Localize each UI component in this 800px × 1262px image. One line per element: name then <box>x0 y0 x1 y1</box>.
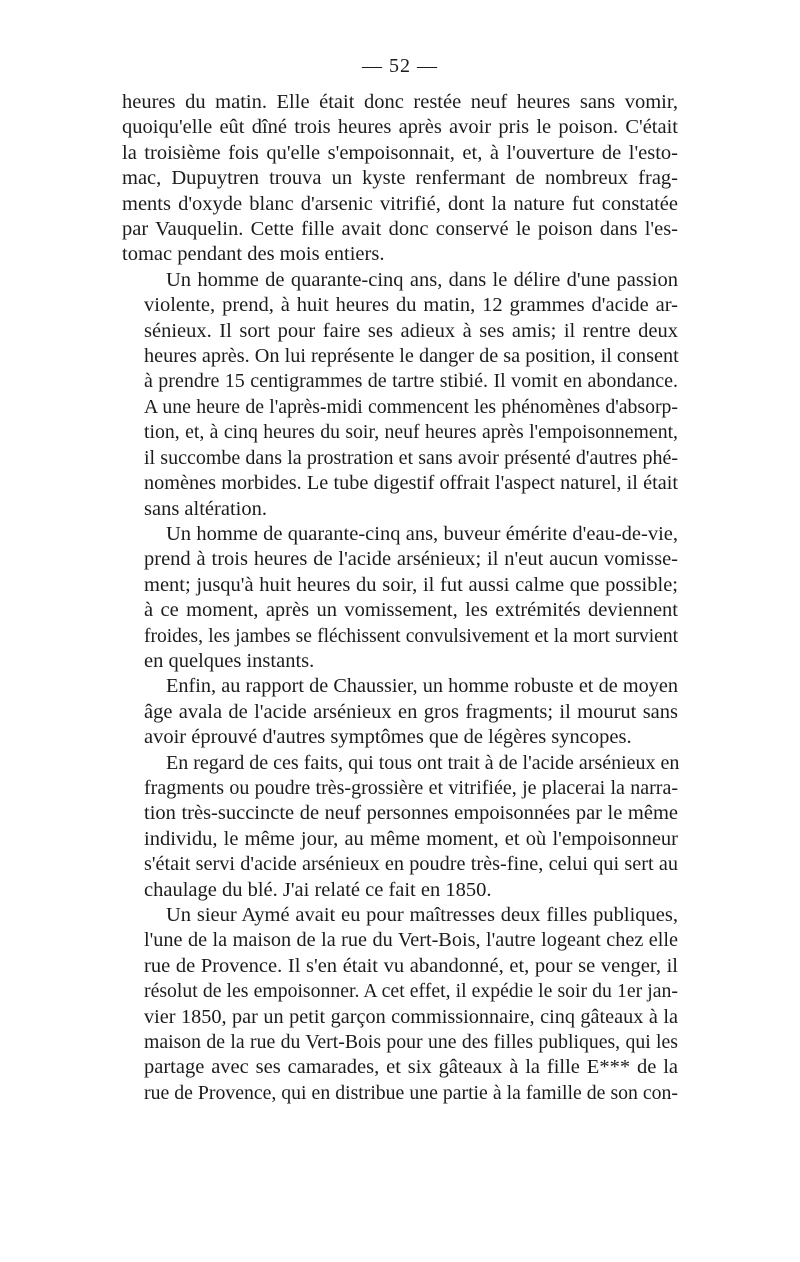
text-line: sans altération. <box>144 497 267 520</box>
text-line: la troisième fois qu'elle s'empoisonnait, et, à l'ouverture de l'esto- <box>122 141 678 164</box>
text-line: âge avala de l'acide arsénieux en gros fragments; il mourut sans <box>144 700 678 723</box>
page-number: — 52 — <box>362 55 438 77</box>
text-line: rue de Provence, qui en distribue une partie à la famille de son con- <box>144 1081 678 1104</box>
text-line: tion, et, à cinq heures du soir, neuf heures après l'empoisonnement, <box>144 421 678 444</box>
text-line: mac, Dupuytren trouva un kyste renfermant de nombreux frag- <box>122 167 678 190</box>
paragraph-p5 <box>122 903 678 1106</box>
book-page <box>122 54 678 1106</box>
text-line: Un homme de quarante-cinq ans, buveur émérite d'eau-de-vie, <box>166 522 678 545</box>
text-line: nomènes morbides. Le tube digestif offrait l'aspect naturel, il était <box>144 472 678 495</box>
text-line: froides, les jambes se fléchissent convulsivement et la mort survient <box>144 625 678 647</box>
text-line: l'une de la maison de la rue du Vert-Bois, l'autre logeant chez elle <box>144 929 678 952</box>
text-line: ments d'oxyde blanc d'arsenic vitrifié, dont la nature fut constatée <box>122 192 678 215</box>
text-line: à ce moment, après un vomissement, les extrémités deviennent <box>144 599 678 622</box>
text-line: tion très-succincte de neuf personnes empoisonnées par le même <box>144 802 678 825</box>
text-line: individu, le même jour, au même moment, et où l'empoisonneur <box>144 827 678 850</box>
text-line: fragments ou poudre très-grossière et vitrifiée, je placerai la narra- <box>144 776 678 799</box>
text-line: vier 1850, par un petit garçon commissionnaire, cinq gâteaux à la <box>144 1005 678 1028</box>
text-line: heures du matin. Elle était donc restée neuf heures sans vomir, <box>122 91 678 113</box>
paragraph-p2 <box>122 522 678 674</box>
body-text <box>122 90 678 1106</box>
text-line: sénieux. Il sort pour faire ses adieux à ses amis; il rentre deux <box>144 319 678 342</box>
text-line: ment; jusqu'à huit heures du soir, il fut aussi calme que possible; <box>144 573 678 596</box>
text-line: Enfin, au rapport de Chaussier, un homme robuste et de moyen <box>166 675 678 698</box>
paragraph-p0 <box>122 90 678 268</box>
text-line: violente, prend, à huit heures du matin, 12 grammes d'acide ar- <box>144 294 678 317</box>
paragraph-p3 <box>122 674 678 750</box>
text-line: par Vauquelin. Cette fille avait donc conservé le poison dans l'es- <box>122 218 678 241</box>
text-line: résolut de les empoisonner. A cet effet, il expédie le soir du 1er jan- <box>144 980 678 1003</box>
text-line: heures après. On lui représente le danger de sa position, il consent <box>144 345 679 368</box>
text-line: s'était servi d'acide arsénieux en poudre très-fine, celui qui sert au <box>144 853 678 876</box>
text-line: il succombe dans la prostration et sans avoir présenté d'autres phé- <box>144 446 678 469</box>
text-line: chaulage du blé. J'ai relaté ce fait en 1850. <box>144 878 492 901</box>
text-line: En regard de ces faits, qui tous ont trait à de l'acide arsénieux en <box>166 751 680 774</box>
text-line: quoiqu'elle eût dîné trois heures après avoir pris le poison. C'était <box>122 116 678 139</box>
text-line: en quelques instants. <box>144 649 315 672</box>
paragraph-p1 <box>122 268 678 522</box>
text-line: Un sieur Aymé avait eu pour maîtresses deux filles publiques, <box>166 904 678 926</box>
text-line: à prendre 15 centigrammes de tartre stibié. Il vomit en abondance. <box>144 370 678 393</box>
text-line: avoir éprouvé d'autres symptômes que de légères syncopes. <box>144 726 632 749</box>
text-line: tomac pendant des mois entiers. <box>122 243 385 266</box>
text-line: partage avec ses camarades, et six gâteaux à la fille E*** de la <box>144 1056 678 1079</box>
paragraph-p4 <box>122 751 678 903</box>
text-line: Un homme de quarante-cinq ans, dans le délire d'une passion <box>166 268 678 291</box>
text-line: maison de la rue du Vert-Bois pour une des filles publiques, qui les <box>144 1031 678 1054</box>
text-line: rue de Provence. Il s'en était vu abandonné, et, pour se venger, il <box>144 954 678 977</box>
text-line: prend à trois heures de l'acide arsénieux; il n'eut aucun vomisse- <box>144 548 678 571</box>
text-line: A une heure de l'après-midi commencent les phénomènes d'absorp- <box>144 395 678 418</box>
